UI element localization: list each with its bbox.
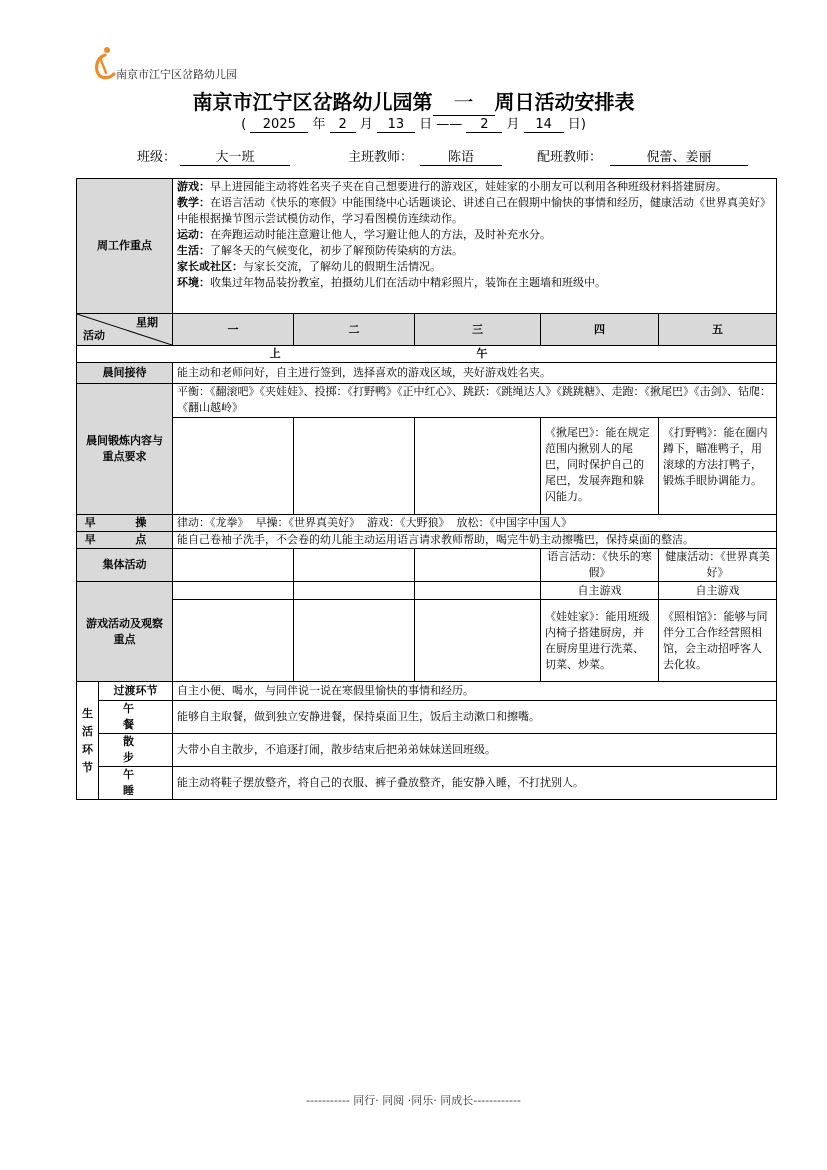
arrival-content: 能主动和老师问好，自主进行签到，选择喜欢的游戏区域，夹好游戏姓名夹。 (173, 363, 777, 384)
assist-teacher-value: 倪蕾、姜丽 (610, 146, 748, 166)
play-type-tue (294, 582, 415, 600)
schedule-table (76, 178, 777, 800)
play-fri: 《照相馆》：能够与同伴分工合作经营照相馆，会主动招呼客人去化妆。 (659, 600, 777, 682)
focus-item-game: 游戏：早上进园能主动将姓名夹子夹在自己想要进行的游戏区，娃娃家的小朋友可以利用各种班级材料搭建厨房。 (177, 180, 727, 193)
exercise-row-top (77, 384, 777, 418)
exercise-mon (173, 418, 294, 515)
arrival-row (77, 363, 777, 384)
play-type-thu: 自主游戏 (541, 582, 659, 600)
play-label: 游戏活动及观察重点 (77, 582, 173, 682)
morning-row (77, 346, 777, 363)
play-wed (415, 600, 541, 682)
day-unit-1: 日 (419, 117, 433, 132)
end-day: 14 (524, 117, 564, 133)
year-unit: 年 (312, 117, 326, 132)
weekday-wed: 三 (415, 314, 541, 346)
exercise-fri: 《打野鸭》：能在圈内蹲下，瞄准鸭子，用滚球的方法打鸭子，锻炼手眼协调能力。 (659, 418, 777, 515)
title-prefix: 南京市江宁区岔路幼儿园第 (192, 90, 433, 114)
early-exercise-row (77, 515, 777, 532)
weekday-tue: 二 (294, 314, 415, 346)
diagonal-header-cell (77, 314, 173, 346)
life-row-nap (77, 767, 777, 800)
life-nap-label: 午 睡 (99, 767, 173, 800)
life-row-walk (77, 734, 777, 767)
start-day: 13 (377, 117, 415, 133)
group-mon (173, 549, 294, 582)
weekly-focus-row (77, 179, 777, 314)
focus-item-teaching: 教学：在语言活动《快乐的寒假》中能围绕中心话题谈论、讲述自己在假期中愉快的事情和经历，健康活动《世界真美好》中能根据操节图示尝试模仿动作，学习看图模仿连续动作。 (177, 196, 771, 225)
snack-row (77, 532, 777, 549)
weekday-header-row (77, 314, 777, 346)
play-tue (294, 600, 415, 682)
title-suffix: 周日活动安排表 (494, 90, 635, 114)
month-unit-2: 月 (506, 117, 520, 132)
group-fri: 健康活动：《世界真美好》 (659, 549, 777, 582)
date-close: ) (580, 117, 586, 132)
focus-item-sports: 运动：在奔跑运动时能注意避让他人，学习避让他人的方法，及时补充水分。 (177, 228, 551, 241)
weekly-focus-label: 周工作重点 (77, 179, 173, 314)
life-walk-label: 散 步 (99, 734, 173, 767)
main-teacher-label: 主班教师： (348, 150, 414, 165)
play-thu: 《娃娃家》：能用班级内椅子搭建厨房，并在厨房里进行洗菜、切菜、炒菜。 (541, 600, 659, 682)
exercise-thu: 《揪尾巴》：能在规定范围内揪别人的尾巴，同时保护自己的尾巴，发展奔跑和躲闪能力。 (541, 418, 659, 515)
kindergarten-logo (92, 46, 252, 80)
weekday-thu: 四 (541, 314, 659, 346)
date-open: ( (241, 117, 247, 132)
group-tue (294, 549, 415, 582)
page-footer: ----------- 同行· 同阅 ·同乐· 同成长------------ (306, 1094, 521, 1107)
life-lunch-text: 能够自主取餐，做到独立安静进餐，保持桌面卫生，饭后主动漱口和擦嘴。 (173, 701, 777, 734)
weekly-focus-content (173, 179, 777, 314)
arrival-label: 晨间接待 (77, 363, 173, 384)
exercise-label: 晨间锻炼内容与重点要求 (77, 384, 173, 515)
play-type-row (77, 582, 777, 600)
start-year: 2025 (250, 117, 308, 133)
group-thu: 语言活动：《快乐的寒假》 (541, 549, 659, 582)
weekday-mon: 一 (173, 314, 294, 346)
focus-item-family: 家长或社区：与家长交流，了解幼儿的假期生活情况。 (177, 260, 441, 273)
group-wed (415, 549, 541, 582)
start-month: 2 (330, 117, 356, 133)
focus-item-life: 生活：了解冬天的气候变化，初步了解预防传染病的方法。 (177, 244, 463, 257)
life-row-transition (77, 682, 777, 701)
life-row-lunch (77, 701, 777, 734)
exercise-content: 平衡：《翻滚吧》《夹娃娃》、投掷：《打野鸭》《正中红心》、跳跃：《跳绳达人》《跳跳糖》、走跑：《揪尾巴》《击剑》、钻爬：《翻山越岭》 (173, 384, 777, 418)
month-unit-1: 月 (359, 117, 373, 132)
early-exercise-label: 早 操 (77, 515, 173, 532)
play-type-wed (415, 582, 541, 600)
logo-mark-icon (92, 46, 118, 80)
day-unit-2: 日 (567, 117, 581, 132)
play-detail-row (77, 600, 777, 682)
page-title (0, 86, 827, 116)
class-label: 班级： (137, 150, 177, 165)
date-range (0, 113, 827, 133)
group-activity-row (77, 549, 777, 582)
exercise-wed (415, 418, 541, 515)
play-type-mon (173, 582, 294, 600)
diagonal-weekday-label: 星期 (136, 316, 158, 329)
class-value: 大一班 (180, 146, 290, 166)
assist-teacher-label: 配班教师： (537, 150, 603, 165)
life-label: 生活环节 (77, 682, 99, 800)
week-number: 一 (433, 86, 495, 116)
life-transition-label: 过渡环节 (99, 682, 173, 701)
early-exercise-content: 律动：《龙拳》 早操：《世界真美好》 游戏：《大野狼》 放松：《中国字中国人》 (173, 515, 777, 532)
focus-item-environment: 环境：收集过年物品装扮教室，拍摄幼儿们在活动中精彩照片，装饰在主题墙和班级中。 (177, 276, 606, 289)
group-activity-label: 集体活动 (77, 549, 173, 582)
end-month: 2 (466, 117, 502, 133)
life-nap-text: 能主动将鞋子摆放整齐，将自己的衣服、裤子叠放整齐，能安静入睡，不打扰别人。 (173, 767, 777, 800)
life-walk-text: 大带小自主散步，不追逐打闹，散步结束后把弟弟妹妹送回班级。 (173, 734, 777, 767)
morning-label: 上 午 (77, 346, 777, 363)
play-type-fri: 自主游戏 (659, 582, 777, 600)
logo-text: 南京市江宁区岔路幼儿园 (116, 68, 237, 81)
snack-label: 早 点 (77, 532, 173, 549)
weekday-fri: 五 (659, 314, 777, 346)
play-mon (173, 600, 294, 682)
exercise-tue (294, 418, 415, 515)
main-teacher-value: 陈语 (420, 146, 502, 166)
life-lunch-label: 午 餐 (99, 701, 173, 734)
life-transition-text: 自主小便、喝水，与同伴说一说在寒假里愉快的事情和经历。 (173, 682, 777, 701)
exercise-days-row (77, 418, 777, 515)
date-dash: —— (436, 117, 463, 132)
diagonal-activity-label: 活动 (83, 329, 105, 342)
snack-content: 能自己卷袖子洗手，不会卷的幼儿能主动运用语言请求教师帮助，喝完牛奶主动擦嘴巴，保持桌面的整洁。 (173, 532, 777, 549)
